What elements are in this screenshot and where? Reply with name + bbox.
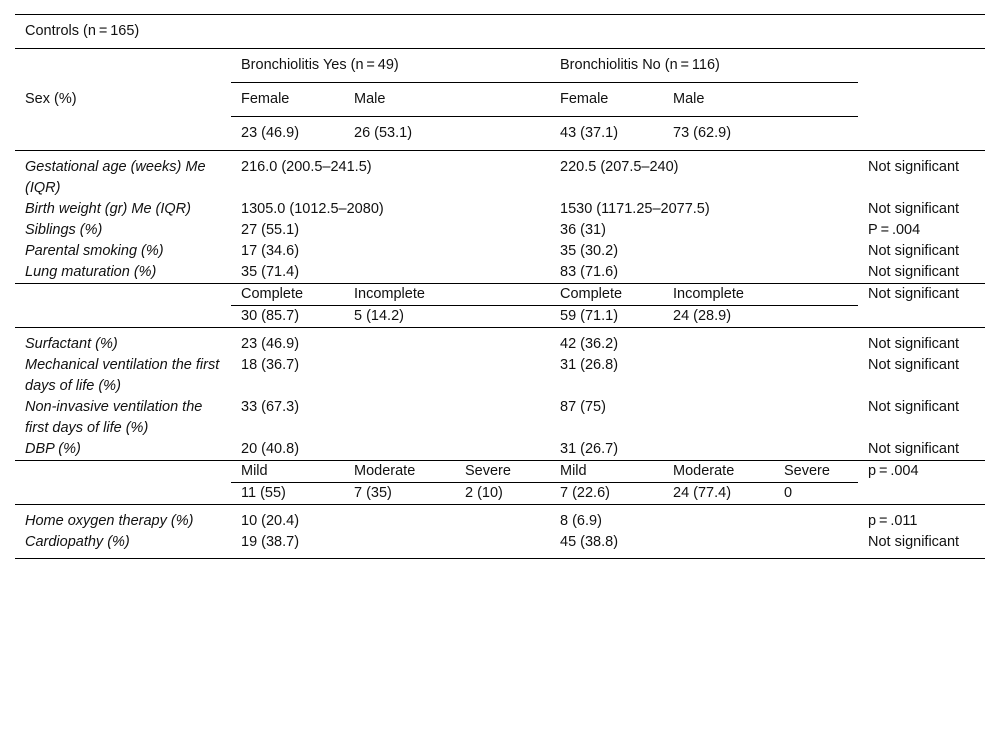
yes-male-header: Male bbox=[344, 83, 550, 117]
yes-male-value: 26 (53.1) bbox=[344, 117, 550, 151]
table-row: Lung maturation (%) 35 (71.4) 83 (71.6) Not significant bbox=[15, 262, 985, 284]
table-row: Mechanical ventilation the first days of life (%) 18 (36.7) 31 (26.8) Not significant bbox=[25, 357, 960, 394]
dbp-value-row: 11 (55) 7 (35) 2 (10) 7 (22.6) 24 (77.4) 0 bbox=[15, 483, 985, 505]
controls-title: Controls (n = 165) bbox=[15, 15, 985, 49]
no-female-value: 43 (37.1) bbox=[550, 117, 663, 151]
group-yes-header: Bronchiolitis Yes (n = 49) bbox=[231, 49, 550, 83]
maturation-significance: Not significant bbox=[858, 284, 985, 328]
sex-label: Sex (%) bbox=[15, 49, 231, 151]
dbp-significance: p = .004 bbox=[858, 461, 985, 505]
results-table-container bbox=[15, 14, 985, 559]
table-row: Birth weight (gr) Me (IQR) 1305.0 (1012.5–2080) 1530 (1171.25–2077.5) Not significant bbox=[25, 201, 960, 217]
table-row: Siblings (%) 27 (55.1) 36 (31) P = .004 bbox=[25, 222, 921, 238]
maturation-value-row: 30 (85.7) 5 (14.2) 59 (71.1) 24 (28.9) bbox=[15, 306, 985, 328]
results-table bbox=[15, 14, 985, 559]
no-male-header: Male bbox=[663, 83, 858, 117]
yes-female-header: Female bbox=[231, 83, 344, 117]
table-row: Home oxygen therapy (%) 10 (20.4) 8 (6.9) p = .011 bbox=[25, 513, 918, 529]
yes-female-value: 23 (46.9) bbox=[231, 117, 344, 151]
table-row: Parental smoking (%) 17 (34.6) 35 (30.2) Not significant bbox=[25, 243, 960, 259]
table-row: Surfactant (%) 23 (46.9) 42 (36.2) Not significant bbox=[25, 336, 960, 352]
maturation-header-row: Complete Incomplete Complete Incomplete Not significant bbox=[15, 284, 985, 306]
table-row: Cardiopathy (%) 19 (38.7) 45 (38.8) Not significant bbox=[15, 532, 985, 559]
dbp-header-row: Mild Moderate Severe Mild Moderate Severe p = .004 bbox=[15, 461, 985, 483]
table-row: DBP (%) 20 (40.8) 31 (26.7) Not significant bbox=[15, 439, 985, 461]
table-row: Gestational age (weeks) Me (IQR) 216.0 (200.5–241.5) 220.5 (207.5–240) Not significant bbox=[25, 159, 960, 196]
table-row: Non-invasive ventilation the first days of life (%) 33 (67.3) 87 (75) Not significant bbox=[25, 399, 960, 436]
group-no-header: Bronchiolitis No (n = 116) bbox=[550, 49, 858, 83]
no-female-header: Female bbox=[550, 83, 663, 117]
no-male-value: 73 (62.9) bbox=[663, 117, 858, 151]
